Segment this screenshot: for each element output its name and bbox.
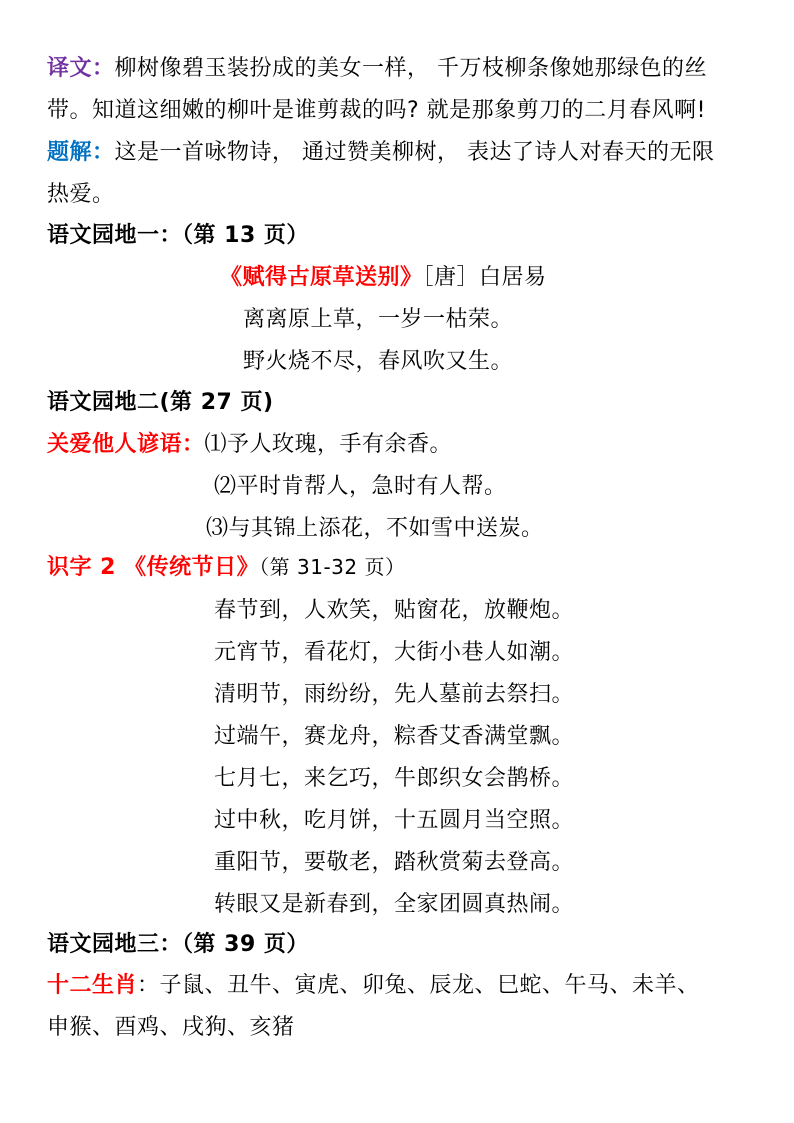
garden2-heading: 语文园地二(第 27 页) [47, 390, 274, 415]
zodiac-line-2: 申猴、酉鸡、戌狗、亥猪 [47, 1015, 295, 1040]
proverb-label: 关爱他人谚语： [47, 432, 205, 457]
poem-line-1: 离离原上草，一岁一枯荣。 [243, 307, 514, 332]
poem-title: 《赋得古原草送别》 [220, 265, 423, 290]
explanation-line-1 [47, 138, 715, 168]
translation-line-1 [47, 54, 707, 84]
literacy2-label: 识字 2 《传统节日》 [47, 555, 260, 580]
festival-line-6: 过中秋，吃月饼，十五圆月当空照。 [214, 808, 575, 833]
festival-line-5: 七月七，来乞巧，牛郎织女会鹊桥。 [214, 766, 575, 791]
festival-line-1: 春节到，人欢笑，贴窗花，放鞭炮。 [214, 598, 575, 623]
zodiac-line-1 [47, 971, 700, 1001]
explanation-label: 题解： [47, 140, 115, 165]
poem-title-line [220, 263, 547, 293]
garden1-heading: 语文园地一：（第 13 页） [47, 223, 309, 248]
proverb-2: ⑵平时肯帮人，急时有人帮。 [214, 474, 507, 499]
explanation-text-1: 这是一首咏物诗， 通过赞美柳树， 表达了诗人对春天的无限 [114, 140, 715, 165]
proverb-3: ⑶与其锦上添花，不如雪中送炭。 [206, 516, 544, 541]
translation-label: 译文： [47, 56, 115, 81]
zodiac-label: 十二生肖 [47, 973, 138, 998]
poem-author: ［唐］白居易 [422, 265, 547, 290]
festival-line-8: 转眼又是新春到，全家团圆真热闹。 [214, 892, 575, 917]
festival-line-2: 元宵节，看花灯，大街小巷人如潮。 [214, 640, 575, 665]
explanation-line-2: 热爱。 [47, 182, 115, 207]
literacy2-heading [47, 552, 405, 583]
translation-text-1: 柳树像碧玉装扮成的美女一样， 千万枝柳条像她那绿色的丝 [114, 56, 708, 81]
festival-line-3: 清明节，雨纷纷，先人墓前去祭扫。 [214, 682, 575, 707]
translation-line-2: 带。知道这细嫩的柳叶是谁剪裁的吗? 就是那象剪刀的二月春风啊! [47, 98, 706, 123]
festival-line-7: 重阳节，要敬老，踏秋赏菊去登高。 [214, 850, 575, 875]
poem-line-2: 野火烧不尽，春风吹又生。 [243, 349, 514, 374]
festival-line-4: 过端午，赛龙舟，粽香艾香满堂飘。 [214, 724, 575, 749]
zodiac-text-1: ：子鼠、丑牛、寅虎、卯兔、辰龙、巳蛇、午马、未羊、 [137, 973, 700, 998]
literacy2-pages: （第 31-32 页） [259, 555, 406, 579]
garden3-heading: 语文园地三：（第 39 页） [47, 932, 309, 957]
proverb-1: ⑴予人玫瑰，手有余香。 [204, 432, 453, 457]
proverb-line-1 [47, 430, 452, 460]
